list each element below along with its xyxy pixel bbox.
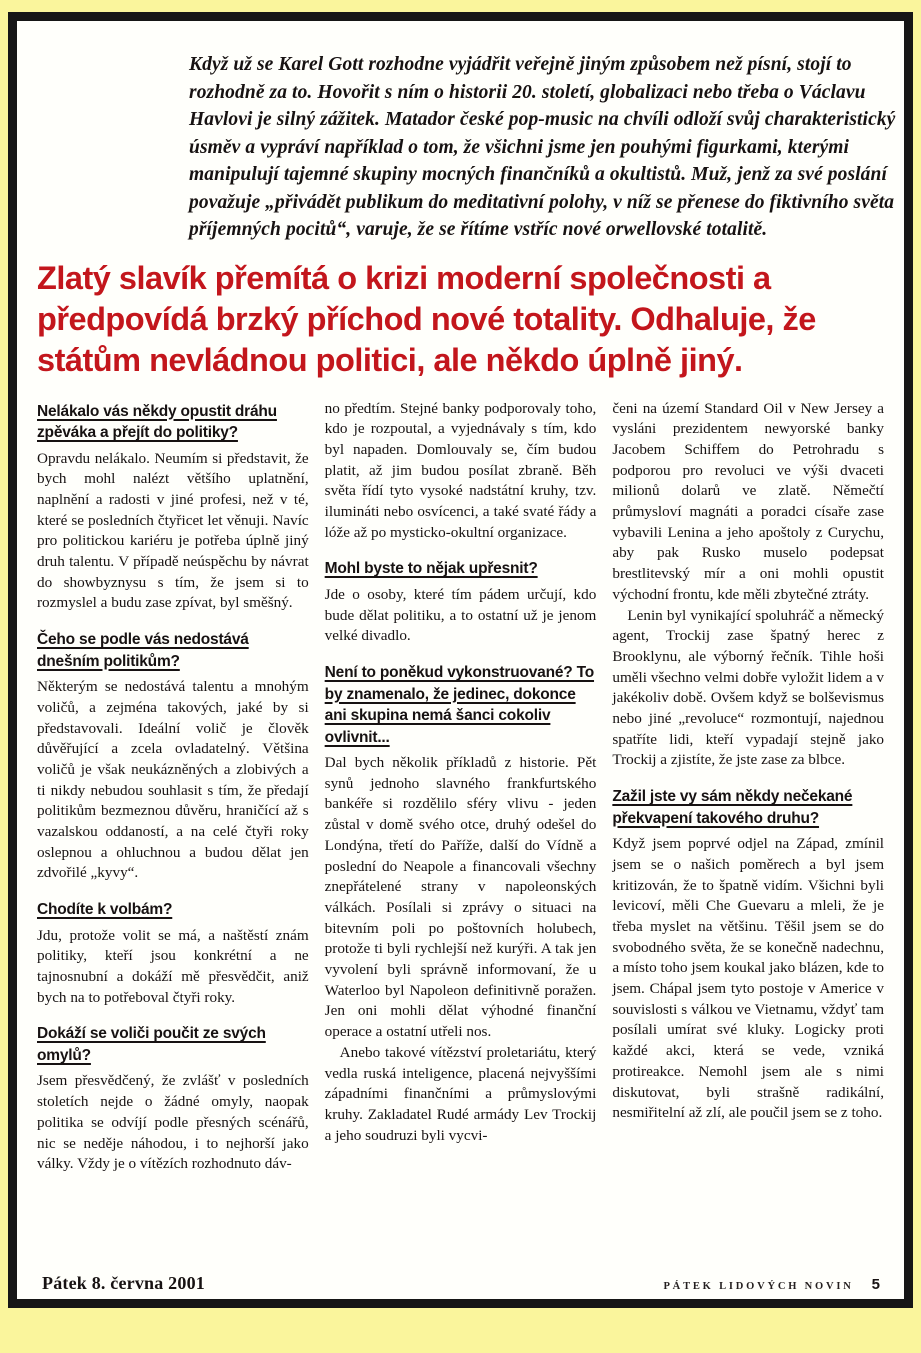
answer-paragraph: Lenin byl vynikající spoluhráč a německý agent, Trockij zase špatný herec z Brooklynu, ale výborný řečník. Tihle hoši uměli všechno velmi dobře vyložit lidem a v jakékoliv době. Ovšem když se bolševismus nebo jiné „revoluce“ rozmontují, najednou spatříte lidi, kteří vypadají stejně jako Trockij a zjistíte, že jste zase za blbce. [612, 606, 884, 769]
footer-right-group [663, 1276, 880, 1293]
answer-paragraph: Jde o osoby, které tím pádem určují, kdo bude dělat politiku, a to ostatní už je jenom velké divadlo. [324, 585, 597, 645]
answer-paragraph: Některým se nedostává talentu a mnohým voličů, a zejména takových, jaké by si představovali. Ideální volič je člověk důvěřující a zcela ovladatelný. Většina voličů je však neukázněných a zlobivých a ti nikdy nebudou souhlasit s tím, že předají politikům bezmeznou důvěru, hraničící až s vazalskou oddaností, a na celé čtyři roky oslepnou a ohluchnou a budou dělat jen zdvořilé „kyvy“. [37, 678, 309, 882]
article-column-2 [325, 399, 597, 1191]
article-columns [37, 399, 884, 1191]
answer-paragraph: Dal bych několik příkladů z historie. Pět synů jednoho slavného frankfurtského bankéře si rozdělilo sféry vlivu - jeden zůstal v domě svého otce, druhý odešel do Londýna, třetí do Paříže, další do Vídně a poslední do Neapole a financovali všechny znepřátelené strany v napoleonských válkách. Posílali si zprávy o situaci na bitevním poli po poštovních holubech, protože ti byli rychlejší než kurýři. A tak jen vyvolení byli správně informovaní, že u Waterloo byl Napoleon definitivně poražen. Jen oni mohli dělat výhodné finanční operace a ostatní utřeli nos. [324, 754, 597, 1041]
footer-page-number: 5 [871, 1276, 880, 1293]
question-heading: Chodíte k volbám? [37, 901, 173, 919]
intro-paragraph: Když už se Karel Gott rozhodne vyjádřit veřejně jiným způsobem než písní, stojí to rozhodně za to. Hovořit s ním o historii 20. století, globalizaci nebo třeba o Václavu Havlovi je silný zážitek. Matador české pop-music na chvíli odloží svůj charakteristický úsměv a vypráví například o tom, že všichni jsme jen pouhými figurkami, kterými manipulují tajemné skupiny mocných finančníků a okultistů. Muž, jenž za své poslání považuje „přivádět publikum do meditativní polohy, v níž se přenese do fiktivního světa příjemných pocitů“, varuje, že se řítíme vstříc nové orwellovské totalitě. [189, 54, 896, 240]
answer-paragraph: Opravdu nelákalo. Neumím si představit, že bych mohl nalézt většího uplatnění, naplnění a radosti v jiné profesi, než v té, které se posledních čtyřicet let věnuji. Navíc pro politickou kariéru je potřeba úplně jiný druh talentu. V případě neúspěchu by návrat do showbyznysu s tím, že jsem si to rozmyslel a budu zase zpívat, byl směšný. [37, 449, 309, 612]
magazine-page [8, 12, 913, 1308]
question-heading: Mohl byste to nějak upřesnit? [324, 560, 538, 578]
headline: Zlatý slavík přemítá o krizi moderní společnosti a předpovídá brzký příchod nové totality. Odhaluje, že státům nevládnou politici, ale někdo úplně jiný. [37, 259, 816, 378]
answer-paragraph: no předtím. Stejné banky podporovaly toho, kdo je rozpoutal, a vyjednávaly s tím, kdo byl napaden. Domlouvaly se, čím budou platit, až jim budou posílat zbraně. Běh světa řídí tyto vysoké nadstátní kruhy, tzv. ilumináti nebo osvícenci, a také svaté řády a lóže až po mysticko-okultní organizace. [324, 399, 597, 541]
answer-paragraph: Když jsem poprvé odjel na Západ, zmínil jsem se o našich poměrech a byl jsem kritizován, že to špatně vidím. Všichni byli levicoví, měli Che Guevaru a mleli, že je třeba myslet na většinu. Těšil jsem se do svobodného světa, že se konečně nadechnu, a místo toho jsem koukal jako blázen, kde to jsem. Chápal jsem tyto postoje v Americe v souvislosti s válkou ve Vietnamu, vždyť tam posílali umírat své kluky. Logicky proti každé akci, která se vede, vzniká protireakce. Nemohl jsem ale s nimi diskutovat, byli strašně radikální, nesmiřitelní až zlí, ale poučil jsem se z toho. [612, 835, 884, 1122]
footer-publication: PÁTEK LIDOVÝCH NOVIN [663, 1281, 854, 1292]
article-column-3 [612, 399, 884, 1191]
question-heading: Dokáží se voliči poučit ze svých omylů? [37, 1025, 266, 1064]
answer-paragraph: Jdu, protože volit se má, a naštěstí znám politiky, kteří jsou konkrétní a ne tajnosnubní a dokáží mě přesvědčit, aniž bych na to potřeboval čtyři roky. [37, 926, 309, 1006]
answer-paragraph: čeni na území Standard Oil v New Jersey a vysláni prezidentem newyorské banky Jacobem Schiffem do Petrohradu s podporou pro revoluci ve výši dvaceti milionů dolarů ve zlatě. Němečtí průmysloví magnáti a poradci císaře zase vybavili Lenina a jeho apoštoly z Curychu, aby pak Rusko muselo podepsat brestlitevský mír a oni mohli opustit východní frontu, kde měli zbytečné ztráty. [612, 399, 884, 603]
footer-date: Pátek 8. června 2001 [42, 1273, 205, 1293]
question-heading: Čeho se podle vás nedostává dnešním politikům? [37, 631, 249, 670]
answer-paragraph: Anebo takové vítězství proletariátu, který vedla ruská inteligence, placená nejvyššími západními finančními a průmyslovými kruhy. Zakladatel Rudé armády Lev Trockij a jeho soudruzi byli vycvi- [324, 1043, 597, 1144]
question-heading: Zažil jste vy sám někdy nečekané překvapení takového druhu? [612, 788, 853, 827]
question-heading: Není to poněkud vykonstruované? To by znamenalo, že jedinec, dokonce ani skupina nemá šanci cokoliv ovlivnit... [324, 664, 595, 746]
question-heading: Nelákalo vás někdy opustit dráhu zpěváka a přejít do politiky? [37, 402, 277, 441]
page-footer [42, 1273, 880, 1294]
article-column-1 [37, 399, 309, 1191]
answer-paragraph: Jsem přesvědčený, že zvlášť v posledních stoletích nejde o žádné omyly, naopak politika se odvíjí podle přesných scénářů, nic se neděje náhodou, i to nejhorší jako války. Vždy je o vítězích rozhodnuto dáv- [37, 1072, 309, 1173]
